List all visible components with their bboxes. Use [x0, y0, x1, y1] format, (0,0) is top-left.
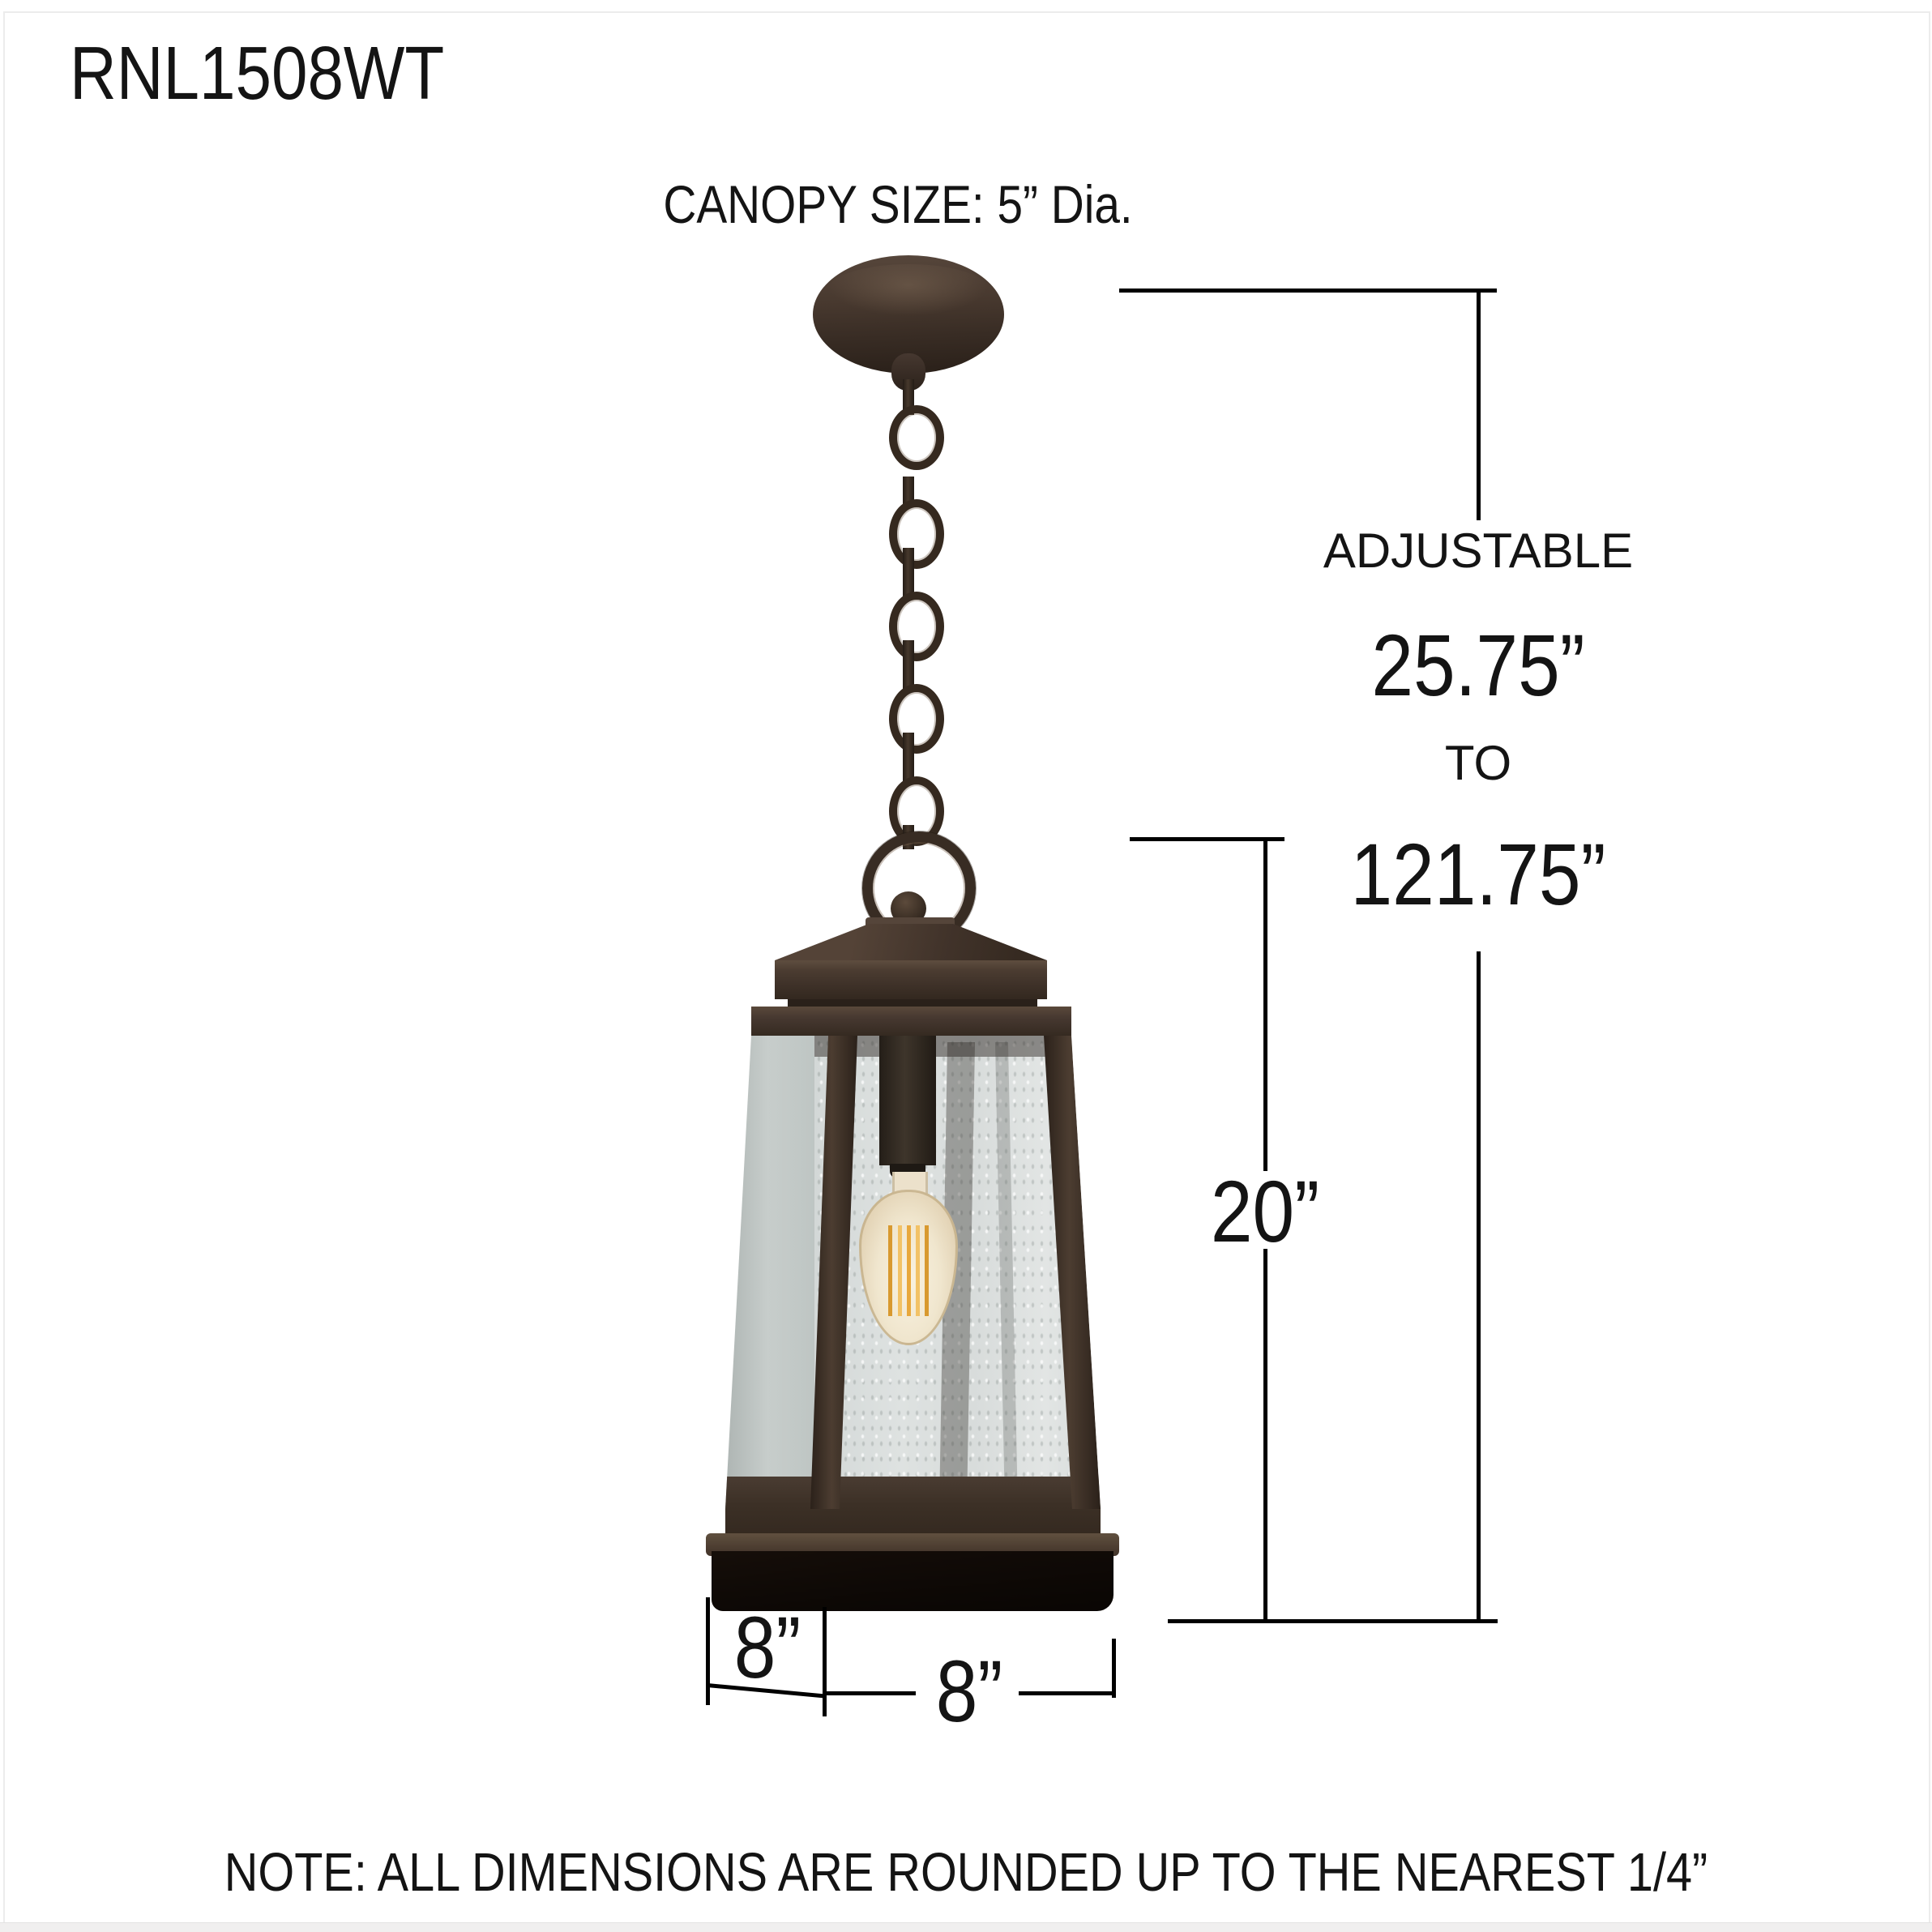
dim-line-width-right — [1019, 1691, 1114, 1695]
chain-link — [889, 684, 944, 754]
bulb-filament — [888, 1225, 892, 1316]
dim-tick-width-right — [1112, 1639, 1116, 1698]
adjustable-min-value: 25.75” — [1371, 616, 1585, 714]
roof-fascia — [775, 960, 1047, 999]
chain-link — [903, 640, 914, 689]
lamp-socket — [879, 1036, 936, 1165]
lantern-body — [721, 1036, 1104, 1540]
chain-link — [889, 592, 944, 661]
canopy-highlight — [828, 264, 989, 316]
chain-link — [889, 405, 944, 470]
height-value: 20” — [1210, 1162, 1320, 1260]
dim-line-adjustable-upper — [1477, 289, 1481, 520]
chain-link — [903, 548, 914, 596]
dim-line-adjustable-lower — [1477, 951, 1481, 1623]
adjustable-to-label: TO — [1444, 736, 1512, 790]
lantern-bottom-rail — [724, 1477, 1102, 1540]
adjustable-label: ADJUSTABLE — [1323, 524, 1634, 578]
chain-link — [889, 499, 944, 569]
dim-tick-height-top — [1130, 837, 1284, 841]
dim-tick-depth-left — [706, 1597, 710, 1705]
note-text: NOTE: ALL DIMENSIONS ARE ROUNDED UP TO THE NEAREST 1/4” — [224, 1842, 1708, 1903]
bulb-filament — [898, 1225, 902, 1316]
dim-line-height-upper — [1263, 837, 1267, 1171]
width-value: 8” — [935, 1642, 1003, 1740]
page-bottom-strip — [0, 1922, 1932, 1932]
depth-value: 8” — [733, 1598, 801, 1696]
lantern-top-rail — [751, 1007, 1071, 1036]
dim-line-width-left — [825, 1691, 916, 1695]
chain-link — [903, 733, 914, 781]
bulb-filament — [907, 1225, 911, 1316]
bulb-filament — [925, 1225, 929, 1316]
adjustable-max-value: 121.75” — [1350, 825, 1606, 923]
canopy-size-label: CANOPY SIZE: 5” Dia. — [663, 174, 1133, 234]
roof-step — [788, 999, 1037, 1007]
dim-line-height-lower — [1263, 1249, 1267, 1623]
dim-tick-adjustable-top — [1119, 289, 1497, 293]
model-number: RNL1508WT — [70, 31, 445, 115]
bulb-filament — [916, 1225, 920, 1316]
dim-tick-bottom-shared — [1168, 1619, 1498, 1623]
